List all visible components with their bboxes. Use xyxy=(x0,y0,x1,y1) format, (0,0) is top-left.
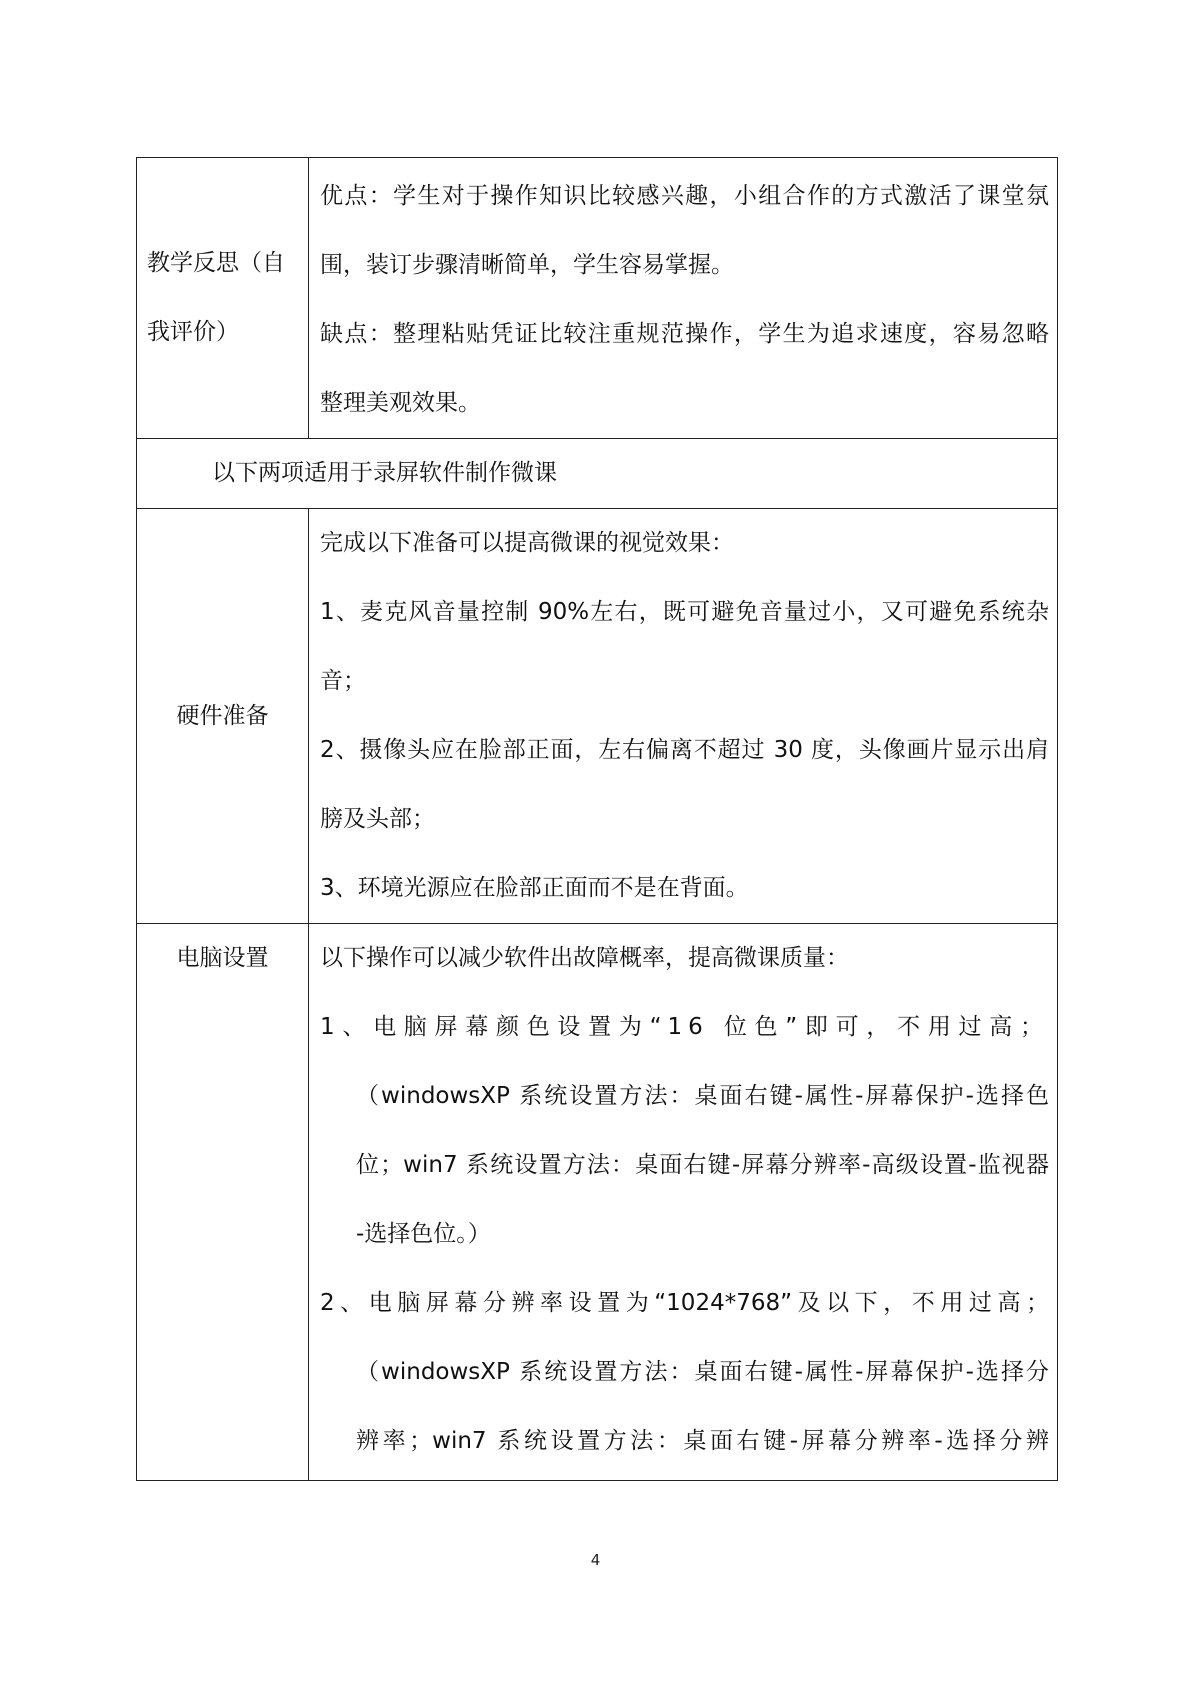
hardware-label-cell xyxy=(137,509,309,924)
hardware-line: 3、环境光源应在脸部正面而不是在背面。 xyxy=(320,875,749,901)
computer-line: -选择色位。） xyxy=(356,1221,491,1247)
note-text: 以下两项适用于录屏软件制作微课 xyxy=(212,460,557,486)
page-number: 4 xyxy=(590,1551,601,1569)
hardware-label: 硬件准备 xyxy=(176,702,269,729)
computer-line: 2、电脑屏幕分辨率设置为“1024*768”及以下，不用过高； xyxy=(320,1290,1049,1316)
computer-line: 位；win7 系统设置方法：桌面右键-屏幕分辨率-高级设置-监视器 xyxy=(356,1152,1049,1178)
reflection-line: 围，装订步骤清晰简单，学生容易掌握。 xyxy=(320,252,734,278)
hardware-line: 膀及头部； xyxy=(320,806,435,832)
computer-label-cell xyxy=(137,924,309,1481)
hardware-line: 1、麦克风音量控制 90%左右，既可避免音量过小，又可避免系统杂 xyxy=(320,599,1049,625)
hardware-line: 2、摄像头应在脸部正面，左右偏离不超过 30 度，头像画片显示出肩 xyxy=(320,737,1049,763)
reflection-label-line: 我评价） xyxy=(147,319,239,345)
computer-line: 辨率；win7 系统设置方法：桌面右键-屏幕分辨率-选择分辨 xyxy=(356,1428,1049,1454)
reflection-line: 整理美观效果。 xyxy=(320,390,481,416)
note-cell xyxy=(137,439,1058,509)
reflection-row xyxy=(137,158,1058,439)
computer-line: （windowsXP 系统设置方法：桌面右键-属性-屏幕保护-选择分 xyxy=(356,1359,1049,1385)
computer-row xyxy=(137,924,1058,1481)
computer-label: 电脑设置 xyxy=(176,945,269,971)
reflection-label-cell xyxy=(137,158,309,439)
hardware-line: 完成以下准备可以提高微课的视觉效果： xyxy=(320,530,734,556)
computer-line: （windowsXP 系统设置方法：桌面右键-属性-屏幕保护-选择色 xyxy=(356,1083,1049,1109)
reflection-label-line: 教学反思（自 xyxy=(147,250,285,276)
computer-line: 以下操作可以减少软件出故障概率，提高微课质量： xyxy=(320,945,849,971)
hardware-row xyxy=(137,509,1058,924)
content-table xyxy=(136,157,1058,1481)
computer-content-cell xyxy=(309,924,1058,1481)
computer-line: 1、电脑屏幕颜色设置为“16 位色”即可，不用过高； xyxy=(320,1014,1049,1040)
reflection-line: 缺点：整理粘贴凭证比较注重规范操作，学生为追求速度，容易忽略 xyxy=(320,321,1049,347)
hardware-line: 音； xyxy=(320,668,366,694)
reflection-content-cell xyxy=(309,158,1058,439)
note-row xyxy=(137,439,1058,509)
reflection-line: 优点：学生对于操作知识比较感兴趣，小组合作的方式激活了课堂氛 xyxy=(320,183,1049,209)
hardware-content-cell xyxy=(309,509,1058,924)
